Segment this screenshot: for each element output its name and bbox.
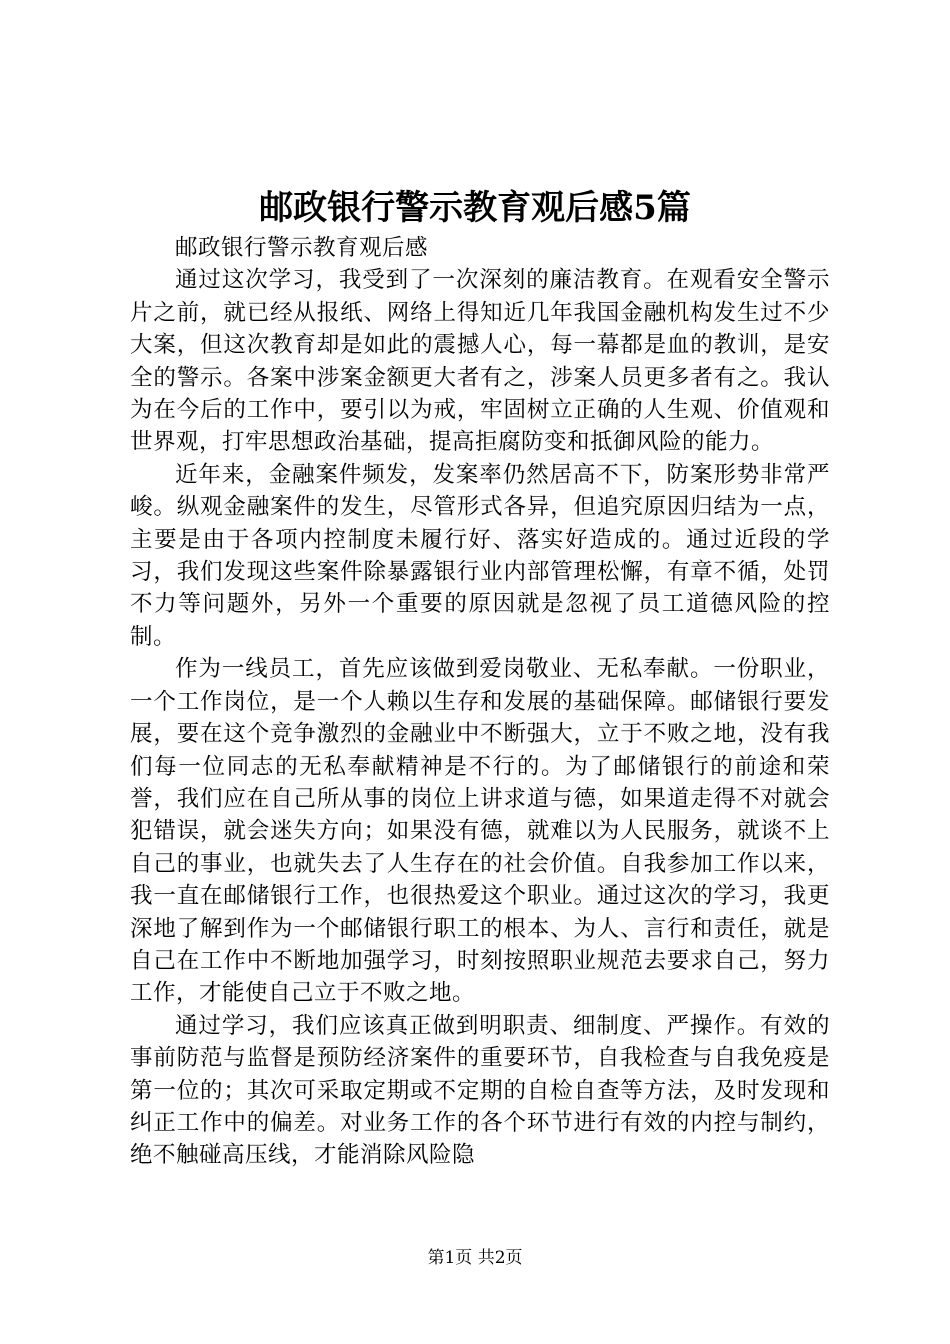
page-title: 邮政银行警示教育观后感5篇 xyxy=(259,188,691,228)
paragraph: 近年来，金融案件频发，发案率仍然居高不下，防案形势非常严峻。纵观金融案件的发生，尽管形式各异，但追究原因归结为一点，主要是由于各项内控制度未履行好、落实好造成的。通过近段的学习，我们发现这些案件除暴露银行业内部管理松懈，有章不循，处罚不力等问题外，另外一个重要的原因就是忽视了员工道德风险的控制。 xyxy=(130,461,830,650)
paragraph: 通过这次学习，我受到了一次深刻的廉洁教育。在观看安全警示片之前，就已经从报纸、网络上得知近几年我国金融机构发生过不少大案，但这次教育却是如此的震撼人心，每一幕都是血的教训，是安全的警示。各案中涉案金额更大者有之，涉案人员更多者有之。我认为在今后的工作中，要引以为戒，牢固树立正确的人生观、价值观和世界观，打牢思想政治基础，提高拒腐防变和抵御风险的能力。 xyxy=(130,267,830,456)
document-body xyxy=(130,232,830,1172)
page-footer: 第1页 共2页 xyxy=(427,1248,523,1268)
paragraph: 作为一线员工，首先应该做到爱岗敬业、无私奉献。一份职业，一个工作岗位，是一个人赖以生存和发展的基础保障。邮储银行要发展，要在这个竞争激烈的金融业中不断强大，立于不败之地，没有我们每一位同志的无私奉献精神是不行的。为了邮储银行的前途和荣誉，我们应在自己所从事的岗位上讲求道与德，如果道走得不对就会犯错误，就会迷失方向；如果没有德，就难以为人民服务，就谈不上自己的事业，也就失去了人生存在的社会价值。自我参加工作以来，我一直在邮储银行工作，也很热爱这个职业。通过这次的学习，我更深地了解到作为一个邮储银行职工的根本、为人、言行和责任，就是自己在工作中不断地加强学习，时刻按照职业规范去要求自己，努力工作，才能使自己立于不败之地。 xyxy=(130,656,830,1007)
document-subtitle: 邮政银行警示教育观后感 xyxy=(175,235,429,261)
paragraph: 通过学习，我们应该真正做到明职责、细制度、严操作。有效的事前防范与监督是预防经济案件的重要环节，自我检查与自我免疫是第一位的；其次可采取定期或不定期的自检自查等方法，及时发现和纠正工作中的偏差。对业务工作的各个环节进行有效的内控与制约，绝不触碰高压线，才能消除风险隐 xyxy=(130,1012,830,1169)
